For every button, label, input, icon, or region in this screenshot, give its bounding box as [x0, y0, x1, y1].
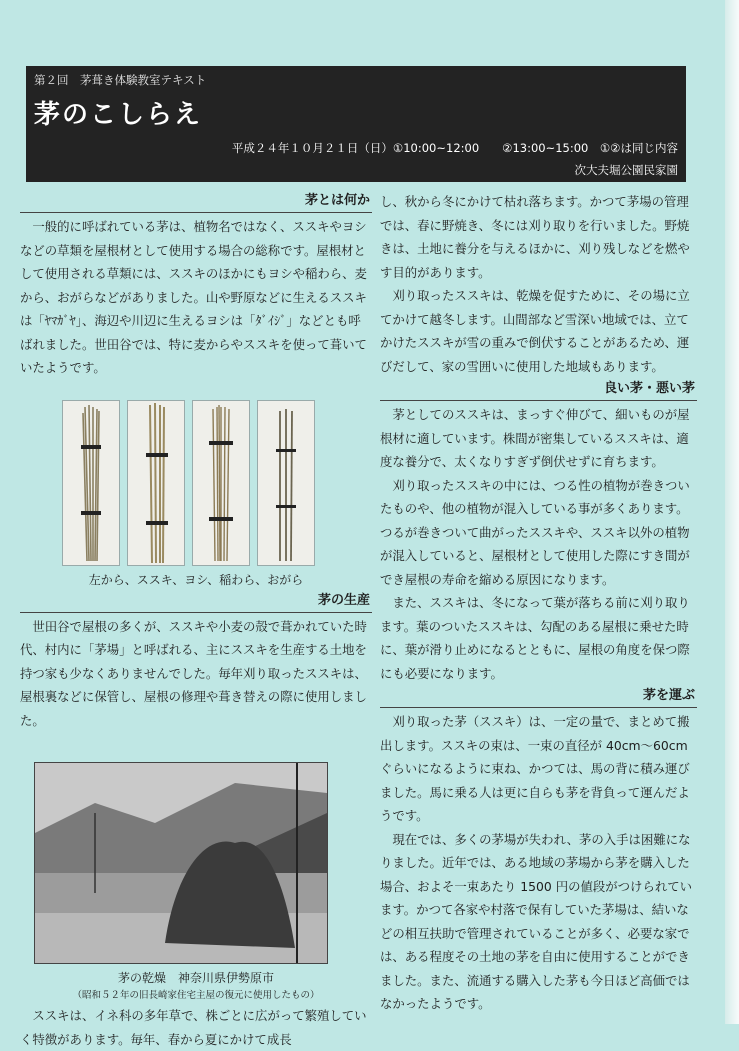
photo-subcaption: （昭和５２年の旧長崎家住宅主屋の復元に使用したもの） [72, 990, 320, 1001]
section-heading-transport: 茅を運ぶ [380, 685, 697, 708]
photo-caption: 茅の乾燥 神奈川県伊勢原市 [117, 971, 274, 985]
event-date: 平成２４年１０月２１日（日）①10:00~12:00 ②13:00~15:00 ①②は同じ内容 [231, 141, 678, 155]
page-title: 茅のこしらえ [34, 100, 203, 130]
section-heading-good-bad-kaya: 良い茅・悪い茅 [380, 378, 697, 401]
photo-drying-kaya [34, 762, 328, 964]
paragraph: また、ススキは、冬になって葉が落ちる前に刈り取ります。葉のついたススキは、勾配のある屋根に乗せた時に、葉が滑り止めになるとともに、屋根の角度を保つ際にも必要になります。 [380, 595, 690, 681]
bundle-yoshi-image [127, 400, 185, 566]
section-heading-production: 茅の生産 [20, 590, 372, 613]
section-heading-what-is-kaya: 茅とは何か [20, 190, 372, 213]
title-banner [26, 66, 686, 182]
paragraph: 茅としてのススキは、まっすぐ伸びて、細いものが屋根材に適しています。株間が密集しているススキは、適度な養分で、太くなりすぎず倒伏せずに育ちます。 [380, 407, 690, 469]
figure-grass-bundles [20, 400, 372, 566]
event-venue: 次大夫堀公園民家園 [574, 163, 678, 177]
left-column [20, 190, 372, 1051]
paragraph: 刈り取った茅（ススキ）は、一定の量で、まとめて搬出します。ススキの束は、一束の直径が 40cm～60cm ぐらいになるように束ね、かつては、馬の背に積み運びました。馬に乗る人は更に自らも茅を背負って運んだようです。 [380, 714, 690, 823]
paragraph: 一般的に呼ばれている茅は、植物名ではなく、ススキやヨシなどの草類を屋根材として使用する場合の総称です。屋根材として使用される草類には、ススキのほかにもヨシや稲わら、麦から、おがらなどがありました。山や野原などに生えるススキは「ﾔﾏｶﾞﾔ」、海辺や川辺に生えるヨシは「ﾀﾞｲｼﾞ」などとも呼ばれました。世田谷では、特に麦からやススキを使って葺いていたようです。 [20, 219, 367, 375]
series-label: 第２回 茅葺き体験教室テキスト [34, 73, 207, 87]
paragraph: 世田谷で屋根の多くが、ススキや小麦の殻で葺かれていた時代、村内に「茅場」と呼ばれる、主にススキを生産する土地を持つ家も少なくありませんでした。毎年刈り取ったススキは、屋根裏などに保管し、屋根の修理や葺き替えの際に使用しました。 [20, 618, 367, 728]
paragraph: ススキは、イネ科の多年草で、株ごとに広がって繁殖していく特徴があります。毎年、春から夏にかけて成長 [20, 1008, 367, 1047]
paragraph: 刈り取ったススキの中には、つる性の植物が巻きついたものや、他の植物が混入している事が多くあります。つるが巻きついて曲がったススキや、ススキ以外の植物が混入していると、屋根材として使用した際にすき間ができ屋根の寿命を縮める原因になります。 [380, 477, 690, 587]
paragraph: 刈り取ったススキは、乾燥を促すために、その場に立てかけて越冬します。山間部など雪深い地域では、立てかけたススキが雪の重みで倒伏することがあるため、運びだして、家の雪囲いに使用した地域もあります。 [380, 288, 690, 374]
bundle-ogara-image [257, 400, 315, 566]
page-edge [725, 0, 739, 1024]
figure-caption: 左から、ススキ、ヨシ、稲わら、おがら [88, 572, 304, 587]
paragraph: 現在では、多くの茅場が失われ、茅の入手は困難になりました。近年では、ある地域の茅場から茅を購入した場合、およそ一束あたり 1500 円の値段がつけられています。かつて各家や村落で保有していた茅場は、結いなどの相互扶助で管理されていることが多く、必要な家では、ある程度その土地の茅を自由に使用することができました。また、流通する購入した茅も今日ほど高価ではなかったようです。 [380, 831, 693, 1011]
paragraph: し、秋から冬にかけて枯れ落ちます。かつて茅場の管理では、春に野焼き、冬には刈り取りを行いました。野焼きは、土地に養分を与えるほかに、刈り残しなどを燃やす目的があります。 [380, 194, 690, 280]
right-column [380, 190, 697, 1016]
bundle-susuki-image [62, 400, 120, 566]
bundle-inawara-image [192, 400, 250, 566]
